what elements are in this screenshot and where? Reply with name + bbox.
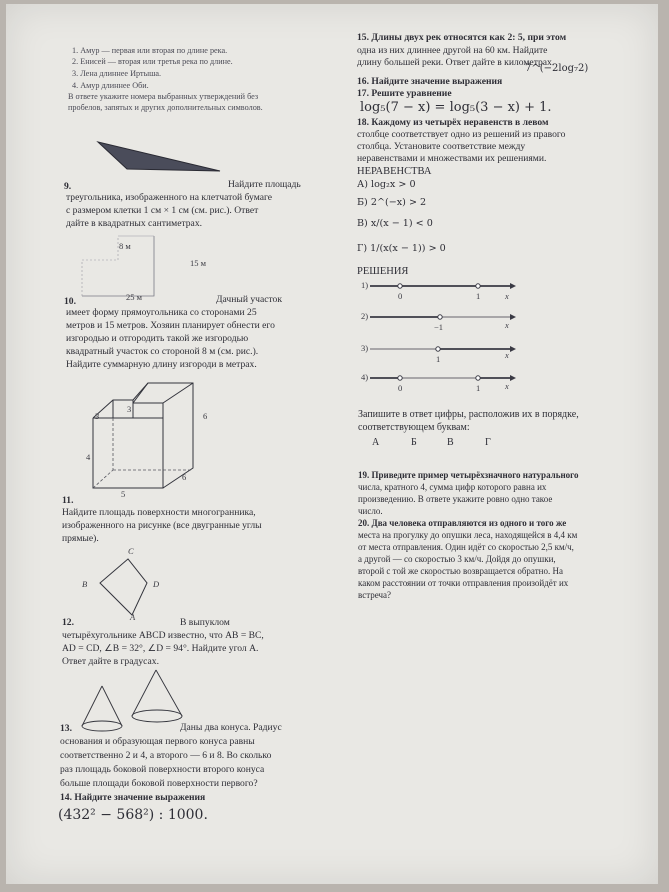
p13-line: больше площади боковой поверхности первого?	[60, 778, 258, 789]
p8-item: 2. Енисей — вторая или третья река по длине.	[72, 57, 233, 66]
p10-line: метров и 15 метров. Хозяин планирует обнести его	[66, 320, 275, 331]
p12-line: В выпуклом	[180, 617, 230, 628]
number-line-3	[370, 343, 520, 363]
p18-line: 18. Каждому из четырёх неравенств в левом	[357, 117, 549, 128]
edge-label: 5	[121, 489, 126, 499]
edge-label: 4	[86, 452, 91, 462]
p11-number: 11.	[62, 495, 74, 506]
vertex-b-label: B	[82, 579, 88, 589]
tick-label: 1	[476, 383, 481, 393]
quadrilateral-figure	[92, 553, 162, 623]
edge-label: 3	[127, 404, 132, 414]
answer-note-line: соответствующем буквам:	[358, 422, 470, 433]
p18-line: неравенствами и множествами их решениями.	[357, 153, 547, 164]
p9-line: Найдите площадь	[228, 179, 301, 190]
p11-line: изображенного на рисунке (все двугранные углы	[62, 520, 262, 531]
vertex-a-label: A	[130, 612, 136, 622]
inequality-b: Б) 2^(−x) > 2	[357, 197, 427, 208]
answer-note-line: Запишите в ответ цифры, расположив их в порядке,	[358, 409, 579, 420]
p10-line: изгородью и отгородить такой же изгородью	[66, 333, 249, 344]
p15-line: одна из них длиннее другой на 60 км. Найдите	[357, 45, 548, 56]
axis-label: x	[505, 381, 509, 391]
edge-label: 3	[95, 411, 100, 421]
p20-line: 20. Два человека отправляются из одного и того же	[358, 518, 567, 528]
p12-line: Ответ дайте в градусах.	[62, 656, 159, 667]
label-15m: 15 м	[190, 258, 207, 268]
p8-note-line: пробелов, запятых и других дополнительных символов.	[68, 103, 263, 112]
p19-line: число.	[358, 506, 383, 516]
tick-label: 0	[398, 383, 403, 393]
p8-item: 3. Лена длиннее Иртыша.	[72, 69, 162, 78]
inequalities-heading: НЕРАВЕНСТВА	[357, 166, 432, 177]
p13-line: соответственно 2 и 4, а второго — 6 и 8. Во сколько	[60, 750, 272, 761]
inequality-d: Г) 1/(x(x − 1)) > 0	[357, 243, 446, 254]
p20-line: места на прогулку до опушки леса, находящейся в 4,4 км	[358, 530, 578, 540]
p10-line: Найдите суммарную длину изгороди в метрах.	[66, 359, 257, 370]
p20-line: встреча?	[358, 590, 392, 600]
p10-line: Дачный участок	[216, 294, 283, 305]
p18-line: столбца. Установите соответствие между	[357, 141, 526, 152]
axis-label: x	[505, 291, 509, 301]
p9-line: с размером клетки 1 см × 1 см (см. рис.). Ответ	[66, 205, 259, 216]
edge-label: 6	[182, 472, 187, 482]
p19-line: числа, кратного 4, сумма цифр которого равна их	[358, 482, 547, 492]
p13-line: основания и образующая первого конуса равны	[60, 736, 255, 747]
p16-expression: 7^(−2log₇2)	[525, 63, 589, 74]
p13-line: Даны два конуса. Радиус	[180, 722, 282, 733]
p19-line: 19. Приведите пример четырёхзначного натурального	[358, 470, 579, 480]
p9-number: 9.	[64, 181, 72, 192]
triangle-figure	[95, 138, 225, 178]
number-line-1	[370, 280, 520, 304]
solution-label-4: 4)	[361, 372, 369, 382]
p8-item: 1. Амур — первая или вторая по длине река.	[72, 46, 228, 55]
number-line-4	[370, 372, 520, 392]
p12-line: AD = CD, ∠B = 32°, ∠D = 94°. Найдите угол A.	[62, 643, 259, 654]
p16-title: 16. Найдите значение выражения	[357, 76, 503, 87]
solution-label-2: 2)	[361, 311, 369, 321]
p17-expression: log₅(7 − x) = log₅(3 − x) + 1.	[360, 100, 552, 115]
p13-line: раз площадь боковой поверхности второго конуса	[60, 764, 265, 775]
axis-label: x	[505, 320, 509, 330]
tick-label: −1	[434, 322, 444, 332]
answer-letter: А	[372, 437, 380, 448]
p20-line: а другой — со скоростью 3 км/ч. Дойдя до опушки,	[358, 554, 556, 564]
answer-letter: Г	[485, 437, 491, 448]
axis-label: x	[505, 350, 509, 360]
p20-line: от места отправления. Один идёт со скоростью 2,5 км/ч,	[358, 542, 574, 552]
tick-label: 1	[436, 354, 441, 364]
inequality-c: В) x/(x − 1) < 0	[357, 218, 433, 229]
answer-letter: Б	[411, 437, 417, 448]
p15-line: 15. Длины двух рек относятся как 2: 5, при этом	[357, 32, 567, 43]
edge-label: 6	[203, 411, 208, 421]
p12-number: 12.	[62, 617, 74, 628]
p9-line: треугольника, изображенного на клетчатой бумаге	[66, 192, 273, 203]
solution-label-3: 3)	[361, 343, 369, 353]
p9-line: дайте в квадратных сантиметрах.	[66, 218, 203, 229]
label-8m: 8 м	[119, 241, 131, 251]
p17-title: 17. Решите уравнение	[357, 88, 452, 99]
tick-label: 0	[398, 291, 403, 301]
tick-label: 1	[476, 291, 481, 301]
p11-line: прямые).	[62, 533, 99, 544]
p18-line: столбце соответствует одно из решений из правого	[357, 129, 566, 140]
p20-line: второй с той же скоростью возвращается обратно. На	[358, 566, 563, 576]
p8-item: 4. Амур длиннее Оби.	[72, 81, 149, 90]
vertex-c-label: C	[128, 546, 134, 556]
p10-line: квадратный участок со стороной 8 м (см. рис.).	[66, 346, 259, 357]
polyhedron-figure	[88, 378, 218, 498]
p13-number: 13.	[60, 723, 72, 734]
number-line-2	[370, 311, 520, 331]
p10-number: 10.	[64, 296, 76, 307]
solution-label-1: 1)	[361, 280, 369, 290]
p14-expression: (432² − 568²) : 1000.	[58, 807, 208, 823]
p20-line: каком расстоянии от точки отправления произойдёт их	[358, 578, 569, 588]
p8-note-line: В ответе укажите номера выбранных утверждений без	[68, 92, 259, 101]
answer-letter: В	[447, 437, 454, 448]
p15-line: длину большей реки. Ответ дайте в километрах.	[357, 57, 555, 68]
label-25m: 25 м	[126, 292, 143, 302]
p10-line: имеет форму прямоугольника со сторонами 25	[66, 307, 257, 318]
p11-line: Найдите площадь поверхности многогранника,	[62, 507, 256, 518]
solutions-heading: РЕШЕНИЯ	[357, 266, 409, 277]
cones-figure	[76, 668, 196, 738]
p14-title: 14. Найдите значение выражения	[60, 792, 206, 803]
vertex-d-label: D	[153, 579, 160, 589]
p19-line: произведению. В ответе укажите ровно одно такое	[358, 494, 553, 504]
p12-line: четырёхугольнике ABCD известно, что AB = BC,	[62, 630, 264, 641]
inequality-a: А) log₂x > 0	[357, 179, 416, 190]
